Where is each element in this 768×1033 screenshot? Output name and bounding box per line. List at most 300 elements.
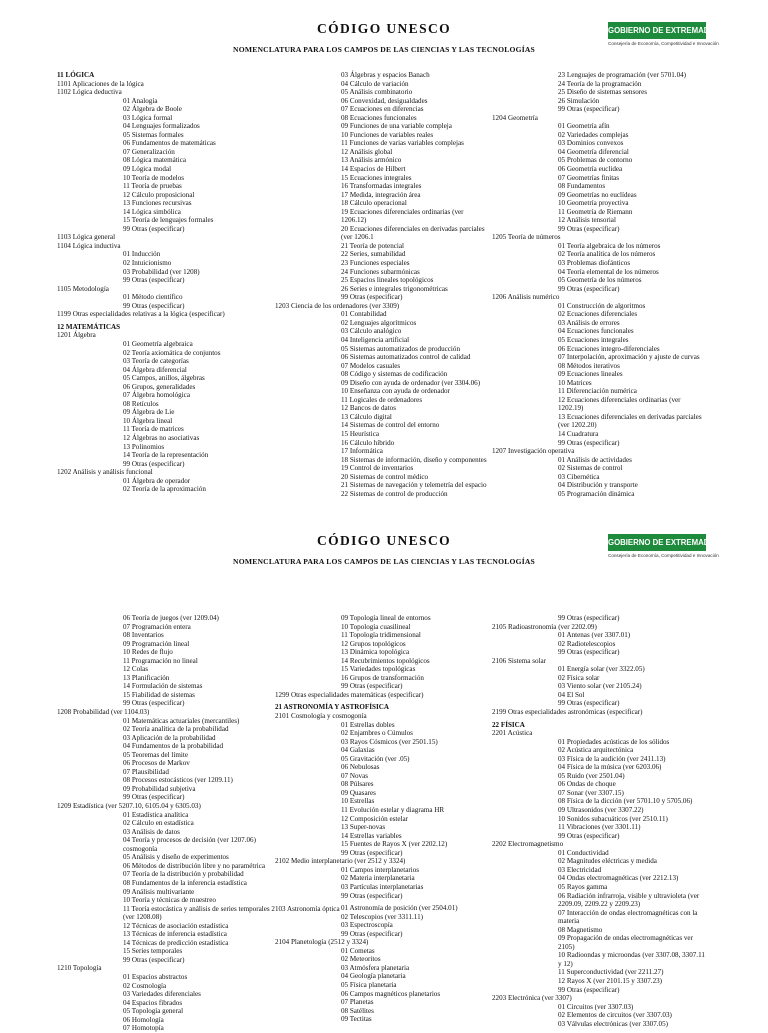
field-entry: 1204 Geometría [492,113,538,122]
subfield-entry: 10 Matrices [558,378,592,387]
subfield-entry: 11 Evolución estelar y diagrama HR [341,806,445,815]
subfield-entry: 01 Antenas (ver 3307.01) [558,631,631,640]
subfield-entry: 06 Sistemas automatizados control de calidad [341,353,471,362]
subfield-entry: 04 Distribución y transporte [558,481,638,490]
subfield-entry: 07 Generalización [123,147,175,156]
subfield-entry: 09 Probabilidad subjetiva [123,784,196,793]
subfield-entry: 17 Medida, integración área [341,190,421,199]
subfield-entry: 12 Análisis global [341,147,393,156]
subfield-entry: 09 Propagación de ondas electromagnéticas ver [558,934,693,943]
subfield-entry: 09 Ultrasonidos (ver 3307.22) [558,806,644,815]
subfield-entry: 07 Programación entera [123,622,191,631]
subfield-entry: 02 Sistemas de control [558,464,623,473]
subfield-entry: 03 Álgebras y espacios Banach [341,71,430,79]
subfield-entry: 20 Sistemas de control médico [341,472,429,481]
subfield-entry: 09 Programación lineal [123,639,190,648]
subfield-entry: 04 Ecuaciones funcionales [558,327,634,336]
subfield-entry: 09 Funciones de una variable compleja [341,122,452,131]
subfield-entry: cosmogonía [123,844,158,853]
subfield-entry: 08 Lógica matemática [123,156,187,165]
subfield-entry: 02 Álgebra de Boole [123,105,182,114]
subfield-entry: 99 Otras (especificar) [123,955,185,964]
field-entry: 1203 Ciencia de los ordenadores (ver 3309) [275,301,400,310]
subfield-entry: 23 Funciones especiales [341,259,410,268]
subfield-entry: 11 Teoría estocástica y análisis de series temporales 2103 Astronomía óptica [123,904,340,913]
subfield-entry: 2209.09, 2209.22 y 2209.23) [558,900,641,909]
field-entry: 2105 Radioastronomía (ver 2202.09) [492,622,597,631]
field-entry: 1102 Lógica deductiva [57,88,122,97]
subfield-entry: 08 Ecuaciones funcionales [341,113,417,122]
subfield-entry: 13 Análisis armónico [341,156,402,165]
subfield-entry: 20 Ecuaciones diferenciales en derivadas parciales [341,224,485,233]
subfield-entry: 09 Quasares [341,788,376,797]
subfield-entry: 08 Métodos iterativos [558,361,620,370]
subfield-entry: 24 Teoría de la programación [558,79,642,88]
subfield-entry: 05 Rayos gamma [558,882,608,891]
subfield-entry: 02 Variedades complejas [558,130,629,139]
subfield-entry: 14 Técnicas de predicción estadística [123,938,229,947]
subfield-entry: 11 Topología tridimensional [341,631,421,640]
government-logo: GOBIERNO DE EXTREMADURA [608,22,706,39]
subfield-entry: 03 Dominios convexos [558,139,624,148]
subfield-entry: 04 Lenguajes formalizados [123,122,200,131]
subfield-entry: 13 Técnicas de inferencia estadística [123,930,227,939]
subfield-entry: 18 Cálculo operacional [341,199,407,208]
subfield-entry: 99 Otras (especificar) [558,831,620,840]
subfield-entry: 07 Teoría de la distribución y probabilidad [123,870,244,879]
subfield-entry: 10 Topología cuasilineal [341,622,411,631]
subfield-entry: 09 Análisis multivariante [123,887,195,896]
subfield-entry: 14 Recubrimientos topológicos [341,656,430,665]
subfield-entry: 02 Materia interplanetaria [341,874,415,883]
subfield-entry: 07 Sonar (ver 3307.15) [558,788,624,797]
subfield-entry: 12 Cálculo proposicional [123,190,195,199]
subfield-entry: 26 Simulación [558,96,600,105]
subfield-entry: 14 Cuadratura [558,429,599,438]
subfield-entry: 08 Magnetismo [558,925,603,934]
subfield-entry: 04 El Sol [558,690,585,699]
subfield-entry: 02 Ecuaciones diferenciales [558,310,638,319]
subfield-entry: 01 Astronomía de posición (ver 2504.01) [341,904,458,913]
subfield-entry: 07 Novas [341,771,368,780]
subfield-entry: 18 Sistemas de información, diseño y componentes [341,455,487,464]
subfield-entry: 11 Funciones de varias variables complejas [341,139,464,148]
subfield-entry: 01 Geometría afín [558,122,610,131]
subfield-entry: 04 Fundamentos de la probabilidad [123,742,224,751]
subfield-entry: 08 Púlsares [341,780,374,789]
subfield-entry: 13 Ecuaciones diferenciales en derivadas parciales [558,412,702,421]
subfield-entry: 09 Topología lineal de entornos [341,614,431,622]
subfield-entry: 08 Retículos [123,399,159,408]
subfield-entry: 04 Geología planetaria [341,972,406,981]
subfield-entry: 06 Grupos, generalidades [123,382,196,391]
subfield-entry: 01 Estrellas dobles [341,720,395,729]
subfield-entry: 01 Método científico [123,293,183,302]
subfield-entry: 02 Acústica arquitectónica [558,746,634,755]
field-entry: 2104 Planetología (2512 y 3324) [275,938,369,947]
subfield-entry: 12 Ecuaciones diferenciales ordinarias (ver [558,395,681,404]
subfield-entry: 11 Geometría de Riemann [558,207,633,216]
subfield-entry: 07 Interpolación, aproximación y ajuste de curvas [558,353,700,362]
subfield-entry: 22 Series, sumabilidad [341,250,406,259]
subfield-entry: 04 Álgebra diferencial [123,365,187,374]
subfield-entry: 02 Teoría de la aproximación [123,485,206,494]
subfield-entry: 04 Física de la música (ver 6203.06) [558,763,662,772]
subfield-entry: 11 Teoría de pruebas [123,182,182,191]
subfield-entry: 15 Fuentes de Rayos X (ver 2202.12) [341,840,448,849]
subfield-entry: 01 Inducción [123,250,161,259]
field-entry: 1103 Lógica general [57,233,116,242]
field-entry: 1104 Lógica inductiva [57,241,121,250]
subfield-entry: 01 Geometría algebraica [123,339,193,348]
subfield-entry: 04 Espacios fibrados [123,998,183,1007]
subfield-entry: 03 Viento solar (ver 2105.24) [558,682,642,691]
subfield-entry: 03 Electricidad [558,865,602,874]
subfield-entry: 12 Álgebras no asociativas [123,433,200,442]
page-title: CÓDIGO UNESCO [316,533,452,548]
subfield-entry: 24 Funciones subarmónicas [341,267,420,276]
subfield-entry: 15 Series temporales [123,947,183,956]
subfield-entry: 03 Espectroscopía [341,921,393,930]
subfield-entry: y 12) [558,959,573,968]
subfield-entry: 01 Espacios abstractos [123,972,188,981]
subfield-entry: 1206.12) [341,216,367,225]
subfield-entry: 13 Super-novas [341,823,386,832]
subfield-entry: (ver 1202.20) [558,421,597,430]
subfield-entry: 10 Enseñanza con ayuda de ordenador [341,387,450,396]
subfield-entry: 14 Teoría de la representación [123,451,209,460]
subfield-entry: 14 Formulación de sistemas [123,682,203,691]
subfield-entry: 99 Otras (especificar) [341,929,403,938]
subfield-entry: 12 Composición estelar [341,814,408,823]
column-3 [492,71,702,498]
subfield-entry: 99 Otras (especificar) [558,284,620,293]
subfield-entry: 08 Fundamentos [558,182,606,191]
subfield-entry: 10 Radioondas y microondas (ver 3307.08, 3307.11 [558,951,705,960]
government-logo-subtext: Consejería de Economía, Competitividad e Innovación [608,553,719,558]
field-entry: 1209 Estadística (ver 5207.10, 6105.04 y 6305.03) [57,802,201,811]
subfield-entry: 99 Otras (especificar) [123,459,185,468]
subfield-entry: 2105) [558,942,575,951]
subfield-entry: 08 Procesos estocásticos (ver 1209.11) [123,776,233,785]
subfield-entry: 03 Análisis de datos [123,827,180,836]
subfield-entry: 11 Diferenciación numérica [558,387,637,396]
field-entry: 2201 Acústica [492,729,533,738]
subfield-entry: 16 Grupos de transformación [341,673,424,682]
subfield-entry: 10 Geometría proyectiva [558,199,629,208]
subfield-entry: 07 Plausibilidad [123,767,169,776]
subfield-entry: 09 Lógica modal [123,165,172,174]
subfield-entry: 05 Ruido (ver 2501.04) [558,771,625,780]
subfield-entry: 04 Galaxias [341,746,375,755]
subfield-entry: 02 Teoría analítica de los números [558,250,656,259]
subfield-entry: 99 Otras (especificar) [341,891,403,900]
subfield-entry: 07 Homotopía [123,1024,164,1033]
subfield-entry: 26 Series e integrales trigonométricas [341,284,448,293]
subfield-entry: 05 Sistemas automatizados de producción [341,344,460,353]
subfield-entry: 16 Transformadas integrales [341,182,422,191]
subfield-entry: 21 Sistemas de navegación y telemetría del espacio [341,481,487,490]
subfield-entry: 04 Teoría y procesos de decisión (ver 1207.06) [123,836,256,845]
subfield-entry: 99 Otras (especificar) [558,985,620,994]
subfield-entry: 05 Gravitación (ver .05) [341,754,410,763]
subfield-entry: 99 Otras (especificar) [558,614,620,622]
subfield-entry: 10 Álgebra lineal [123,416,173,425]
subfield-entry: 10 Sonidos subacuáticos (ver 2510.11) [558,814,668,823]
subfield-entry: 03 Cálculo analógico [341,327,402,336]
subfield-entry: 02 Cosmología [123,981,167,990]
subfield-entry: 04 Cálculo de variación [341,79,409,88]
column-2 [275,614,458,1024]
field-entry: 1199 Otras especialidades relativas a la lógica (especificar) [57,310,225,319]
subfield-entry: 01 Campos interplanetarios [341,865,420,874]
subfield-entry: 01 Construcción de algoritmos [558,301,646,310]
subfield-entry: 05 Campos, anillos, álgebras [123,374,205,383]
subfield-entry: 14 Estrellas variables [341,831,402,840]
subfield-entry: 25 Espacios lineales topológicos [341,276,434,285]
subfield-entry: 14 Espacios de Hilbert [341,165,406,174]
subfield-entry: (ver 1206.1 [341,233,374,242]
field-entry: 1202 Análisis y análisis funcional [57,468,153,477]
field-entry: 1206 Análisis numérico [492,293,560,302]
subfield-entry: 1202.19) [558,404,584,413]
subfield-entry: 04 Inteligencia artificial [341,335,410,344]
subfield-entry: 15 Variedades topológicas [341,665,416,674]
subfield-entry: 02 Física solar [558,673,600,682]
subfield-entry: 11 Vibraciones (ver 3301.11) [558,823,641,832]
subfield-entry: 05 Problemas de contorno [558,156,633,165]
subfield-entry: 15 Fiabilidad de sistemas [123,690,195,699]
subfield-entry: 01 Circuitos (ver 3307.03) [558,1002,634,1011]
subfield-entry: 01 Analogía [123,96,158,105]
subfield-entry: 06 Ecuaciones integro-diferenciales [558,344,660,353]
subfield-entry: 16 Cálculo híbrido [341,438,395,447]
subfield-entry: 06 Nebulosas [341,763,380,772]
field-entry: 1299 Otras especialidades matemáticas (especificar) [275,690,424,699]
subfield-entry: 12 Bancos de datos [341,404,396,413]
field-entry: 2101 Cosmología y cosmogonía [275,712,367,721]
subfield-entry: 99 Otras (especificar) [123,793,185,802]
subfield-entry: 06 Ondas de choque [558,780,616,789]
subfield-entry: 01 Análisis de actividades [558,455,632,464]
field-entry: 2202 Electromagnetismo [492,840,564,849]
subfield-entry: 03 Variedades diferenciales [123,990,201,999]
subfield-entry: 06 Fundamentos de matemáticas [123,139,216,148]
subfield-entry: 99 Otras (especificar) [558,224,620,233]
subfield-entry: 06 Convexidad, desigualdades [341,96,428,105]
subfield-entry: 03 Física de la audición (ver 2411.13) [558,754,666,763]
government-logo: GOBIERNO DE EXTREMADURA [608,534,706,551]
subfield-entry: 07 Ecuaciones en diferencias [341,105,424,114]
subfield-entry: 01 Matemáticas actuariales (mercantiles) [123,716,240,725]
subfield-entry: 06 Teoría de juegos (ver 1209.04) [123,614,219,622]
field-entry: 1208 Probabilidad (ver 1104.03) [57,708,150,717]
column-1 [57,71,225,494]
subfield-entry: 06 Homología [123,1015,164,1024]
subfield-entry: 13 Dinámica topológica [341,648,410,657]
subfield-entry: 06 Métodos de distribución libre y no paramétrica [123,861,266,870]
subfield-entry: 11 Programación no lineal [123,656,198,665]
subfield-entry: 11 Teoría de matrices [123,425,184,434]
subfield-entry: 03 Lógica formal [123,113,173,122]
subfield-entry: 04 Geometría diferencial [558,147,629,156]
subfield-entry: 08 Inventarios [123,631,164,640]
subfield-entry: 99 Otras (especificar) [341,293,403,302]
field-entry: 1101 Aplicaciones de la lógica [57,79,144,88]
subfield-entry: 03 Cibernética [558,472,600,481]
field-entry: 1105 Metodología [57,284,109,293]
subfield-entry: 13 Polinomios [123,442,165,451]
subfield-entry: 09 Álgebra de Lie [123,408,175,417]
subfield-entry: 22 Sistemas de control de producción [341,489,448,498]
subfield-entry: 05 Geometría de los números [558,276,642,285]
subfield-entry: 17 Informática [341,447,383,456]
subfield-entry: 02 Magnitudes eléctricas y medida [558,857,657,866]
subfield-entry: 05 Análisis y diseño de experimentos [123,853,229,862]
subfield-entry: 03 Análisis de errores [558,318,620,327]
subfield-entry: 06 Radiación infrarroja, visible y ultravioleta (ver [558,891,700,900]
field-entry: 2203 Electrónica (ver 3307) [492,994,572,1003]
subfield-entry: 03 Rayos Cósmicos (ver 2501.15) [341,737,438,746]
subfield-entry: 05 Ecuaciones integrales [558,335,629,344]
subfield-entry: 15 Teoría de lenguajes formales [123,216,214,225]
subfield-entry: 05 Topología general [123,1007,184,1016]
subfield-entry: 02 Lenguajes algorítmicos [341,318,417,327]
subfield-entry: 13 Funciones recursivas [123,199,192,208]
subfield-entry: 05 Sistemas formales [123,130,184,139]
subfield-entry: 01 Teoría algebraica de los números [558,241,661,250]
document-page-1 [0,0,768,512]
subfield-entry: 21 Teoría de potencial [341,241,404,250]
subfield-entry: 08 Física de la dicción (ver 5701.10 y 5705.06) [558,797,693,806]
subfield-entry: 10 Teoría y técnicas de muestreo [123,896,216,905]
subfield-entry: 10 Funciones de variables reales [341,130,434,139]
subfield-entry: 02 Telescopios (ver 3311.11) [341,912,423,921]
subfield-entry: 02 Enjambres o Cúmulos [341,729,413,738]
column-2 [275,71,487,498]
subfield-entry: 99 Otras (especificar) [341,848,403,857]
subfield-entry: 99 Otras (especificar) [341,682,403,691]
subfield-entry: 99 Otras (especificar) [558,105,620,114]
field-entry: 1201 Álgebra [57,331,96,340]
section-heading: 12 MATEMÁTICAS [57,322,121,331]
subfield-entry: 01 Energía solar (ver 3322.05) [558,665,645,674]
subfield-entry: 09 Tectitas [341,1015,372,1024]
subfield-entry: 99 Otras (especificar) [558,438,620,447]
subfield-entry: 14 Lógica simbólica [123,207,181,216]
subfield-entry: 99 Otras (especificar) [123,276,185,285]
subfield-entry: 02 Radiotelescopios [558,639,616,648]
subfield-entry: 02 Teoría axiomática de conjuntos [123,348,221,357]
subfield-entry: 02 Cálculo en estadística [123,819,194,828]
subfield-entry: 05 Física planetaria [341,980,397,989]
subfield-entry: 12 Grupos topológicos [341,639,406,648]
page-title: CÓDIGO UNESCO [316,21,452,36]
subfield-entry: 10 Estrellas [341,797,375,806]
subfield-entry: 07 Planetas [341,998,374,1007]
subfield-entry: 12 Técnicas de asociación estadística [123,921,229,930]
subfield-entry: 08 Satélites [341,1006,374,1015]
subfield-entry: 01 Propiedades acústicas de los sólidos [558,737,670,746]
subfield-entry: 04 Teoría elemental de los números [558,267,659,276]
subfield-entry: 07 Álgebra homológica [123,391,190,400]
subfield-entry: 10 Teoría de modelos [123,173,185,182]
page-subtitle: NOMENCLATURA PARA LOS CAMPOS DE LAS CIENCIAS Y LAS TECNOLOGÍAS [233,45,535,54]
subfield-entry: 02 Intuicionismo [123,259,172,268]
subfield-entry: 01 Cometas [341,946,375,955]
field-entry: 2199 Otras especialidades astronómicas (especificar) [492,708,643,717]
subfield-entry: 04 Ondas electromagnéticas (ver 2212.13) [558,874,679,883]
subfield-entry: 99 Otras (especificar) [558,648,620,657]
field-entry: 1207 Investigación operativa [492,447,575,456]
government-logo-subtext: Consejería de Economía, Competitividad e Innovación [608,41,719,46]
subfield-entry: 12 Análisis tensorial [558,216,616,225]
subfield-entry: 11 Logicales de ordenadores [341,395,423,404]
section-heading: 22 FÍSICA [492,720,525,729]
field-entry: 1210 Topología [57,964,102,973]
subfield-entry: 03 Atmósfera planetaria [341,963,410,972]
subfield-entry: 07 Geometrías finitas [558,173,620,182]
subfield-entry: 03 Problemas diofánticos [558,259,631,268]
subfield-entry: 01 Conductividad [558,848,609,857]
subfield-entry: 99 Otras (especificar) [123,301,185,310]
subfield-entry: 05 Teoremas del límite [123,750,188,759]
subfield-entry: 06 Procesos de Markov [123,759,190,768]
subfield-entry: 08 Fundamentos de la inferencia estadística [123,878,247,887]
field-entry: 2106 Sistema solar [492,656,546,665]
subfield-entry: 02 Elementos de circuitos (ver 3307.03) [558,1011,672,1020]
subfield-entry: 03 Aplicación de la probabilidad [123,733,216,742]
subfield-entry: 07 Modelos casuales [341,361,401,370]
subfield-entry: 09 Ecuaciones lineales [558,370,623,379]
page-subtitle: NOMENCLATURA PARA LOS CAMPOS DE LAS CIENCIAS Y LAS TECNOLOGÍAS [233,557,535,566]
subfield-entry: 08 Código y sistemas de codificación [341,370,448,379]
subfield-entry: 01 Estadística analítica [123,810,189,819]
subfield-entry: 03 Partículas interplanetarias [341,882,424,891]
field-entry: 2102 Medio interplanetario (ver 2512 y 3324) [275,857,406,866]
subfield-entry: 03 Probabilidad (ver 1208) [123,267,200,276]
document-page-2 [0,512,768,1033]
subfield-entry: 19 Control de inventarios [341,464,414,473]
subfield-entry: 02 Teoría analítica de la probabilidad [123,725,229,734]
subfield-entry: 06 Geometría euclidea [558,165,623,174]
subfield-entry: 10 Redes de flujo [123,648,173,657]
subfield-entry: 01 Contabilidad [341,310,387,319]
subfield-entry: 13 Planificación [123,673,170,682]
subfield-entry: 09 Geometrías no euclídeas [558,190,637,199]
subfield-entry: 99 Otras (especificar) [558,699,620,708]
subfield-entry: 02 Meteoritos [341,955,381,964]
field-entry: 1205 Teoría de números [492,233,561,242]
subfield-entry: 05 Análisis combinatorio [341,88,413,97]
subfield-entry: 23 Lenguajes de programación (ver 5701.04) [558,71,687,79]
subfield-entry: 13 Cálculo digital [341,412,392,421]
subfield-entry: 09 Diseño con ayuda de ordenador (ver 3304.06) [341,378,481,387]
subfield-entry: 12 Colas [123,665,149,674]
section-heading: 11 LÓGICA [57,71,95,79]
subfield-entry: 15 Ecuaciones integrales [341,173,412,182]
subfield-entry: 12 Rayos X (ver 2101.15 y 3307.23) [558,976,663,985]
subfield-entry: (ver 1208.08) [123,913,162,922]
subfield-entry: 99 Otras (especificar) [123,699,185,708]
subfield-entry: 11 Superconductividad (ver 2211.27) [558,968,664,977]
subfield-entry: 25 Diseño de sistemas sensores [558,88,648,97]
subfield-entry: 15 Heurística [341,429,380,438]
subfield-entry: 99 Otras (especificar) [123,224,185,233]
subfield-entry: 03 Válvulas electrónicas (ver 3307.05) [558,1019,668,1028]
subfield-entry: 07 Interacción de ondas electromagnéticas con la [558,908,698,917]
section-heading: 21 ASTRONOMÍA Y ASTROFÍSICA [275,703,389,712]
